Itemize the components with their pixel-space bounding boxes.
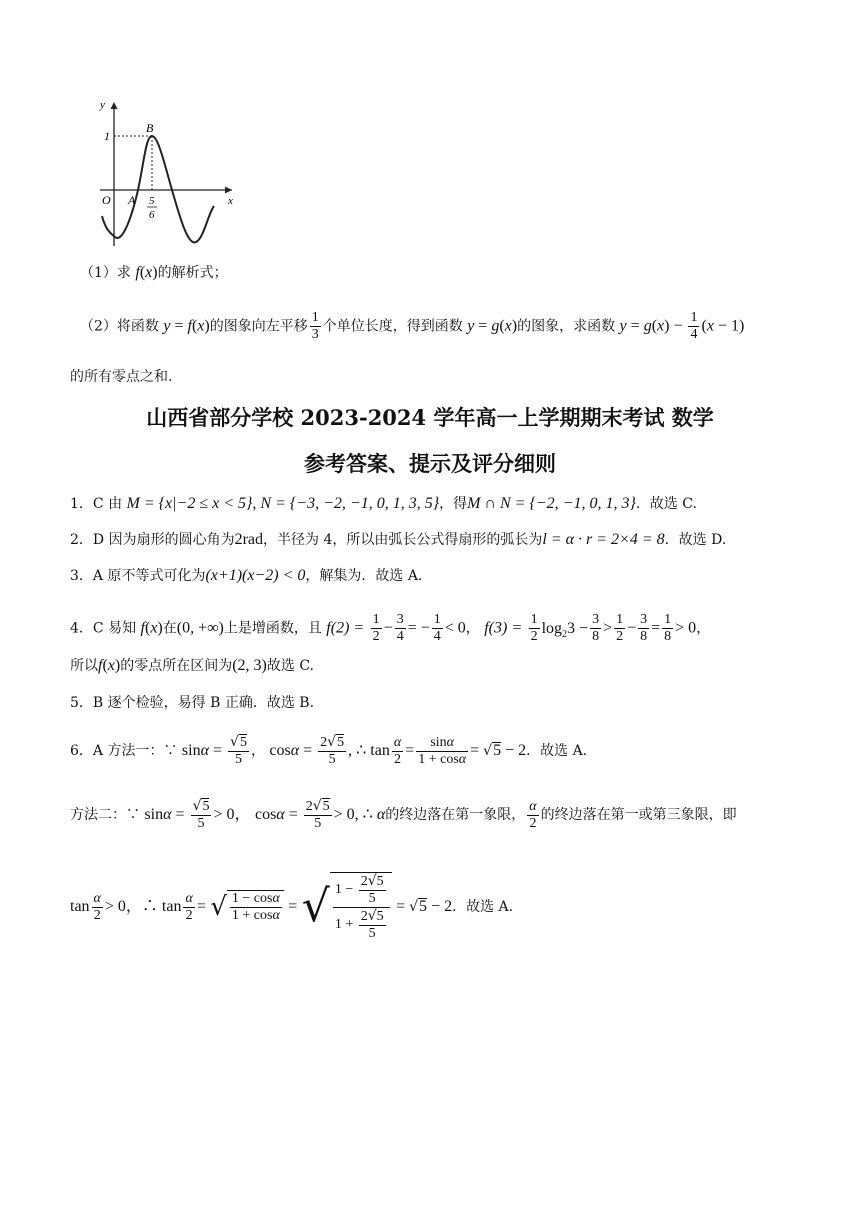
curve — [114, 136, 214, 242]
q1-rest: 的解析式； — [157, 265, 228, 281]
q1-f: f — [135, 264, 140, 281]
tick-1-label: 1 — [104, 129, 110, 143]
shift-fraction: $\frac{1}{3}$ — [311, 310, 319, 342]
answer-4-line2: 所以f(x)的零点所在区间为(2, 3)故选 C. — [70, 657, 314, 674]
answer-subtitle: 参考答案、提示及评分细则 — [304, 451, 556, 476]
y-axis-label: y — [100, 99, 105, 111]
answer-4: 4．C 易知 f(x)在(0, +∞)上是增函数，且 f(2) = $\frac{1}{2}$ − $\frac{3}{4}$ = − $\frac{1}{4}$ < 0， f(3) = $\frac{1}{2}$ $\log_23$ − $\frac{3}{8}$ > $\frac{1}{2}$ − $\frac{3}{8}$ = $\frac{1}{8}$ > 0， — [70, 612, 711, 644]
answer-2: 2．D 因为扇形的圆心角为2rad，半径为 4，所以由弧长公式得扇形的弧长为l = α · r = 2×4 = 8．故选 D. — [70, 531, 727, 548]
question-1: （1）求 f(x)的解析式； — [80, 264, 228, 281]
x-axis-label: x — [228, 195, 233, 207]
point-b-label: B — [146, 121, 154, 135]
answer-5: 5．B 逐个检验，易得 B 正确．故选 B. — [70, 695, 315, 711]
answer-title: 山西省部分学校 2023-2024 学年高一上学期期末考试 数学 — [146, 405, 714, 430]
origin-label: O — [102, 193, 111, 207]
question-2-line2: 的所有零点之和. — [70, 369, 173, 385]
tick-frac-den: 6 — [149, 209, 155, 221]
quarter-fraction: $\frac{1}{4}$ — [690, 310, 698, 342]
sine-graph-figure — [92, 96, 242, 256]
answer-6-method-2: 方法二：∵ sinα = $\frac{√5}{5}$ > 0， cosα = $\frac{2√5}{5}$ > 0, ∴ α的终边落在第一象限， $\frac{\alpha}{2}$ 的终边落在第一或第三象限，即 — [70, 798, 737, 831]
q2-text-d: 的图象，求函数 — [517, 318, 616, 335]
q2-text-a: （2）将函数 — [80, 318, 159, 335]
answer-1: 1．C 由 M = {x|−2 ≤ x < 5}, N = {−3, −2, −1, 0, 1, 3, 5}，得M ∩ N = {−2, −1, 0, 1, 3}．故选 C. — [70, 495, 697, 512]
answer-3: 3．A 原不等式可化为(x+1)(x−2) < 0，解集为．故选 A. — [70, 567, 423, 584]
q2-text-b: 的图象向左平移 — [209, 318, 308, 335]
point-a-label: A — [128, 193, 136, 207]
answer-6-method-2-line2: tan $\frac{\alpha}{2}$ > 0，∴ tan $\frac{\alpha}{2}$ = √ $\frac{1 - \cos\alpha}{1 + \cos\alpha}$ = √ 1 − $\frac{2√5}{5}$ 1 + $\frac{2√5}{5}$ = √5 − 2．故选 A. — [70, 873, 514, 941]
q1-x: x — [145, 264, 153, 281]
tick-frac-num: 5 — [149, 195, 155, 207]
question-2: （2）将函数 y = f(x)的图象向左平移 $\frac{1}{3}$ 个单位长度，得到函数 y = g(x)的图象，求函数 y = g(x) − $\frac{1}{4}$ (x − 1) — [80, 310, 745, 342]
q2-text-c: 个单位长度，得到函数 — [322, 318, 463, 335]
answer-6-method-1: 6．A 方法一：∵ sinα = $\frac{√5}{5}$ ， cosα = $\frac{2√5}{5}$ , ∴ tan $\frac{\alpha}{2}$ = $\frac{\sin\alpha}{1 + \cos\alpha}$ = √5 − 2．故选 A. — [70, 734, 588, 767]
q1-label: （1）求 — [80, 265, 131, 281]
